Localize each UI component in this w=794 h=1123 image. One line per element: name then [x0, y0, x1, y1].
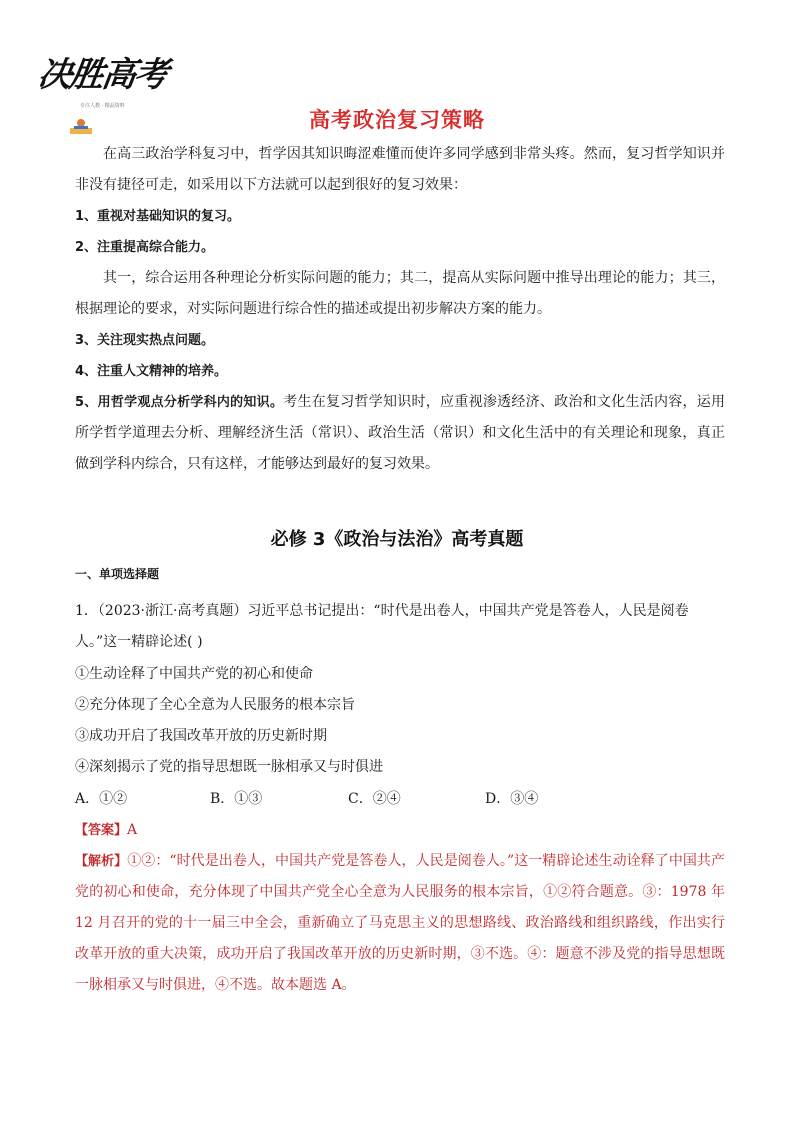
question-type-heading: 一、单项选择题 — [75, 567, 160, 581]
question-item-3: ③成功开启了我国改革开放的历史新时期 — [75, 728, 327, 744]
page-title: 高考政治复习策略 — [309, 108, 485, 132]
analysis-text: ①②：“时代是出卷人，中国共产党是答卷人，人民是阅卷人。”这一精辟论述生动诠释了中国共产党的初心和使命，充分体现了中国共产党全心全意为人民服务的根本宗旨，①②符合题意。③：1978 年 12 月召开的党的十一届三中全会，重新确立了马克思主义的思想路线、政治路线和组织路线，作出实行改革开放的重大决策，成功开启了我国改革开放的历史新时期，③不选。④：题意不涉及党的指导思想既一脉相承又与时俱进，④不选。故本题选 A。 — [75, 853, 725, 993]
analysis-label: 【解析】 — [75, 854, 128, 869]
point-2-detail: 其一，综合运用各种理论分析实际问题的能力；其二，提高从实际问题中推导出理论的能力；其三，根据理论的要求，对实际问题进行综合性的描述或提出初步解决方案的能力。 — [75, 270, 725, 317]
option-b: B．①③ — [210, 791, 263, 807]
option-c: C．②④ — [348, 791, 401, 807]
question-item-2: ②充分体现了全心全意为人民服务的根本宗旨 — [75, 697, 355, 713]
section-title: 必修 3《政治与法治》高考真题 — [270, 529, 524, 550]
point-5 — [75, 387, 725, 480]
point-5-body: 考生在复习哲学知识时，应重视渗透经济、政治和文化生活内容，运用所学哲学道理去分析、理解经济生活（常识）、政治生活（常识）和文化生活中的有关理论和现象，真正做到学科内综合，只有这样，才能够达到最好的复习效果。 — [75, 394, 725, 472]
answer-line — [75, 815, 725, 846]
answer-value: A — [127, 822, 138, 838]
point-4: 4、注重人文精神的培养。 — [75, 364, 228, 379]
question-item-1: ①生动诠释了中国共产党的初心和使命 — [75, 666, 313, 682]
answer-label: 【答案】 — [75, 823, 128, 838]
point-5-lead: 5、用哲学观点分析学科内的知识。 — [75, 395, 284, 410]
question-stem: 1．（2023·浙江·高考真题）习近平总书记提出：“时代是出卷人，中国共产党是答卷人，人民是阅卷人。”这一精辟论述( ) — [75, 603, 689, 650]
logo-subtitle: 专注人教 · 精品资料 — [80, 103, 125, 109]
analysis-paragraph — [75, 846, 725, 1001]
point-2: 2、注重提高综合能力。 — [75, 240, 215, 255]
question-item-4: ④深刻揭示了党的指导思想既一脉相承又与时俱进 — [75, 759, 383, 775]
point-1: 1、重视对基础知识的复习。 — [75, 209, 241, 224]
answer-options — [75, 784, 725, 815]
point-3: 3、关注现实热点问题。 — [75, 333, 215, 348]
logo-text: 决胜高考 — [35, 55, 169, 95]
option-d: D．③④ — [485, 791, 539, 807]
intro-paragraph: 在高三政治学科复习中，哲学因其知识晦涩难懂而使许多同学感到非常头疼。然而，复习哲学知识并非没有捷径可走，如采用以下方法就可以起到很好的复习效果： — [75, 146, 725, 193]
option-a: A．①② — [75, 791, 128, 807]
